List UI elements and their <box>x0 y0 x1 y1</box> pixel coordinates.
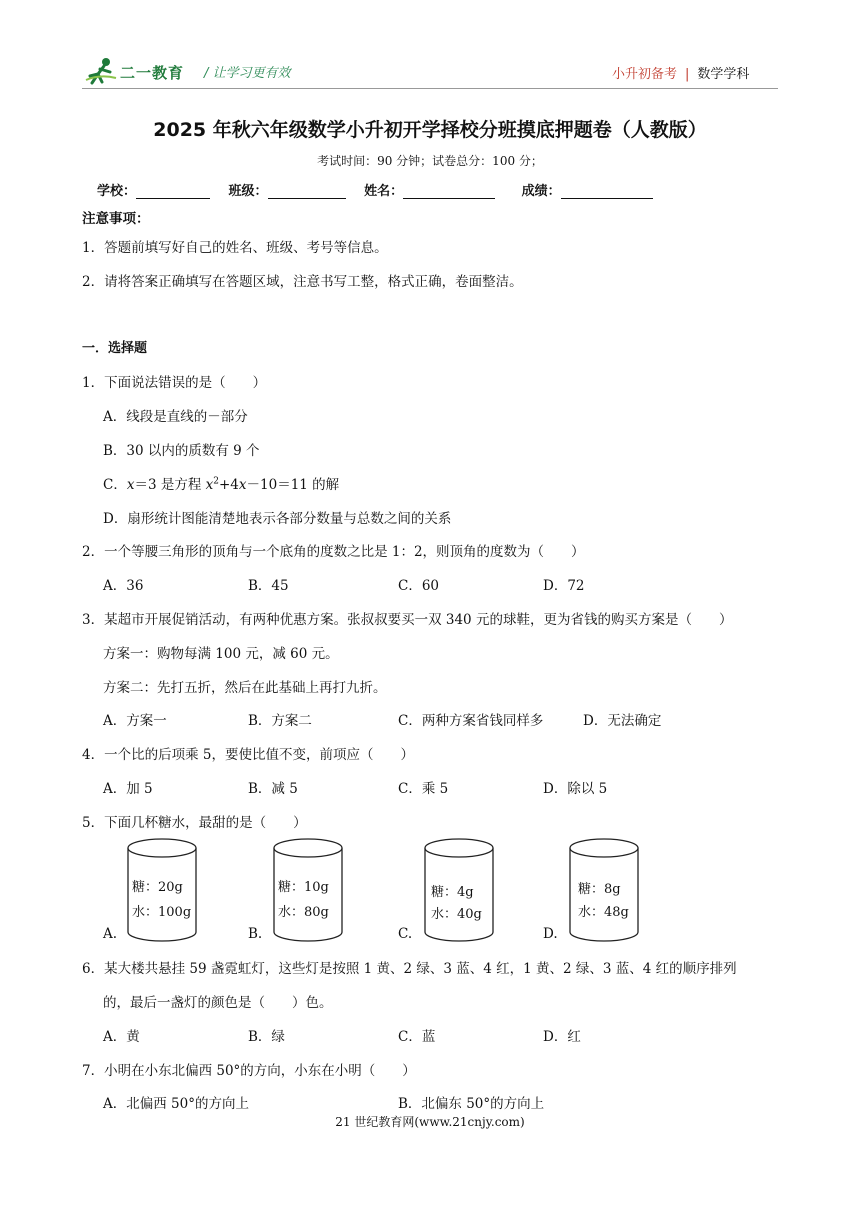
q2-option-b: B．45 <box>248 578 289 594</box>
page-footer: 21 世纪教育网(www.21cnjy.com) <box>335 1115 525 1129</box>
runner-logo-icon <box>84 56 118 86</box>
math-var: x <box>205 477 214 493</box>
q4-option-b: B．减 5 <box>248 781 298 797</box>
question-3-stem: 3．某超市开展促销活动，有两种优惠方案。张叔叔要买一双 340 元的球鞋，更为省钱的购买方案是（ ） <box>82 612 733 628</box>
q6-option-d: D．红 <box>543 1029 581 1045</box>
q6-option-b: B．绿 <box>248 1029 285 1045</box>
cup-a <box>124 836 200 944</box>
cup-c-water: 水：40g <box>431 907 482 922</box>
field-score-blank[interactable] <box>561 184 653 199</box>
q3-option-c: C．两种方案省钱同样多 <box>398 713 544 729</box>
q4-option-c: C．乘 5 <box>398 781 449 797</box>
q1-option-d: D．扇形统计图能清楚地表示各部分数量与总数之间的关系 <box>103 511 452 527</box>
q6-option-c: C．蓝 <box>398 1029 436 1045</box>
logo <box>84 56 118 86</box>
math-var: x <box>126 477 135 493</box>
question-6-stem: 6．某大楼共悬挂 59 盏霓虹灯，这些灯是按照 1 黄、2 绿、3 蓝、4 红，1 黄、2 绿、3 蓝、4 红的顺序排列 <box>82 961 737 977</box>
question-7-stem: 7．小明在小东北偏西 50°的方向，小东在小明（ ） <box>82 1063 416 1079</box>
cup-a-water: 水：100g <box>132 905 192 920</box>
q3-option-b: B．方案二 <box>248 713 312 729</box>
q1-option-a: A．线段是直线的－部分 <box>103 409 248 425</box>
q7-option-a: A．北偏西 50°的方向上 <box>103 1096 249 1112</box>
cup-c <box>421 836 497 944</box>
cup-c-sugar: 糖：4g <box>431 885 474 900</box>
header-subject: 数学学科 <box>697 67 750 82</box>
page-title: 2025 年秋六年级数学小升初开学择校分班摸底押题卷（人教版） <box>153 119 707 141</box>
q5-option-a: A. <box>103 926 118 942</box>
q3-plan-2: 方案二：先打五折，然后在此基础上再打九折。 <box>103 680 387 696</box>
student-info-fields <box>97 180 653 199</box>
q2-option-c: C．60 <box>398 578 440 594</box>
field-score-label: 成绩： <box>521 184 561 199</box>
question-1-stem: 1．下面说法错误的是（ ） <box>82 375 267 391</box>
q1-c-text: +4 <box>219 477 239 493</box>
slogan: / 让学习更有效 <box>204 66 291 81</box>
notice-item: 2．请将答案正确填写在答题区域，注意书写工整，格式正确，卷面整洁。 <box>82 274 523 290</box>
notice-heading: 注意事项： <box>82 211 150 227</box>
question-2-stem: 2．一个等腰三角形的顶角与一个底角的度数之比是 1：2，则顶角的度数为（ ） <box>82 544 585 560</box>
q1-c-text: ＝3 是方程 <box>134 477 206 493</box>
cup-d <box>566 836 642 944</box>
field-name-blank[interactable] <box>403 184 495 199</box>
logo-text: 二一教育 <box>120 64 185 82</box>
question-4-stem: 4．一个比的后项乘 5，要使比值不变，前项应（ ） <box>82 747 414 763</box>
q5-option-c: C. <box>398 926 413 942</box>
field-class-blank[interactable] <box>268 184 346 199</box>
question-5-stem: 5．下面几杯糖水，最甜的是（ ） <box>82 815 307 831</box>
cup-d-water: 水：48g <box>578 905 629 920</box>
q1-c-prefix: C． <box>103 477 127 493</box>
field-name-label: 姓名： <box>364 184 404 199</box>
section-heading: 一．选择题 <box>82 341 148 356</box>
field-school-label: 学校： <box>97 184 137 199</box>
field-school-blank[interactable] <box>136 184 210 199</box>
q5-option-b: B. <box>248 926 263 942</box>
header-divider <box>82 88 778 89</box>
question-6-stem-cont: 的，最后一盏灯的颜色是（ ）色。 <box>103 995 333 1011</box>
q1-option-c <box>103 473 339 493</box>
cup-b <box>270 836 346 944</box>
header-category: 小升初备考 <box>612 67 678 82</box>
cup-d-sugar: 糖：8g <box>578 882 621 897</box>
q5-option-d: D. <box>543 926 558 942</box>
q2-option-a: A．36 <box>103 578 144 594</box>
q6-option-a: A．黄 <box>103 1029 140 1045</box>
field-class-label: 班级： <box>228 184 268 199</box>
q7-option-b: B．北偏东 50°的方向上 <box>398 1096 545 1112</box>
cup-a-sugar: 糖：20g <box>132 880 183 895</box>
cup-b-sugar: 糖：10g <box>278 880 329 895</box>
q4-option-d: D．除以 5 <box>543 781 608 797</box>
q3-option-d: D．无法确定 <box>583 713 662 729</box>
q2-option-d: D．72 <box>543 578 585 594</box>
exam-info: 考试时间：90 分钟；试卷总分：100 分； <box>317 154 543 168</box>
math-var: x <box>238 477 247 493</box>
header-right <box>612 63 749 82</box>
q1-option-b: B．30 以内的质数有 9 个 <box>103 443 260 459</box>
cup-b-water: 水：80g <box>278 905 329 920</box>
q3-plan-1: 方案一：购物每满 100 元，减 60 元。 <box>103 646 339 662</box>
notice-item: 1．答题前填写好自己的姓名、班级、考号等信息。 <box>82 240 388 256</box>
header-separator: | <box>685 67 690 82</box>
q3-option-a: A．方案一 <box>103 713 167 729</box>
q4-option-a: A．加 5 <box>103 781 153 797</box>
math-exponent: 2 <box>213 476 219 487</box>
q1-c-text: －10＝11 的解 <box>246 477 340 493</box>
